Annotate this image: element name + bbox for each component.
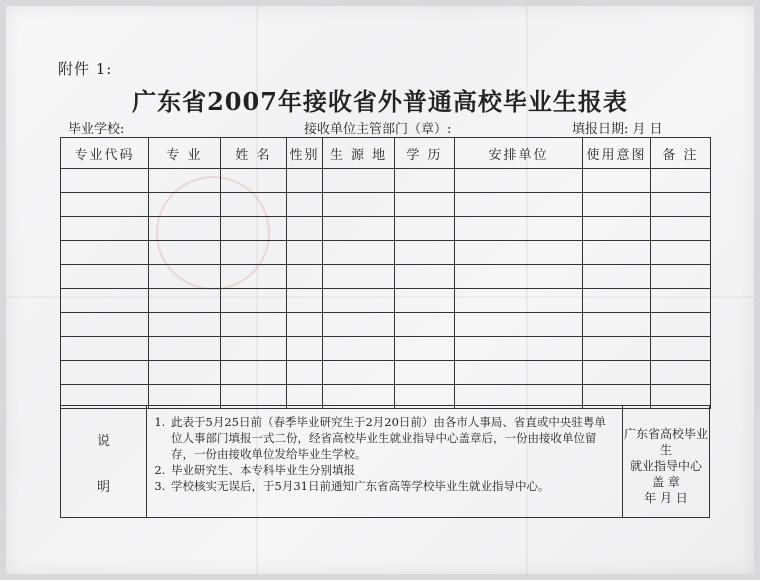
authority-line: 广东省高校毕业生: [623, 427, 708, 457]
table-cell[interactable]: [61, 337, 149, 361]
table-cell[interactable]: [583, 217, 651, 241]
table-cell[interactable]: [395, 169, 455, 193]
table-cell[interactable]: [583, 313, 651, 337]
table-row: [61, 217, 711, 241]
table-cell[interactable]: [651, 289, 711, 313]
table-cell[interactable]: [651, 241, 711, 265]
table-cell[interactable]: [455, 241, 583, 265]
table-cell[interactable]: [287, 265, 323, 289]
table-cell[interactable]: [149, 361, 221, 385]
table-cell[interactable]: [149, 337, 221, 361]
table-cell[interactable]: [221, 361, 287, 385]
table-cell[interactable]: [455, 169, 583, 193]
table-cell[interactable]: [651, 361, 711, 385]
table-cell[interactable]: [287, 193, 323, 217]
header-placement-unit: 安排单位: [455, 138, 583, 169]
table-header-row: [61, 138, 711, 169]
date-label: 填报日期: 月 日: [572, 122, 663, 137]
table-cell[interactable]: [455, 217, 583, 241]
table-cell[interactable]: [583, 193, 651, 217]
table-cell[interactable]: [323, 313, 395, 337]
table-cell[interactable]: [455, 265, 583, 289]
table-cell[interactable]: [651, 169, 711, 193]
table-cell[interactable]: [651, 313, 711, 337]
notes-content: [147, 406, 623, 517]
table-cell[interactable]: [221, 265, 287, 289]
table-cell[interactable]: [395, 193, 455, 217]
table-cell[interactable]: [221, 193, 287, 217]
table-cell[interactable]: [149, 241, 221, 265]
table-row: [61, 313, 711, 337]
table-cell[interactable]: [455, 337, 583, 361]
table-cell[interactable]: [323, 217, 395, 241]
table-cell[interactable]: [221, 313, 287, 337]
table-cell[interactable]: [287, 313, 323, 337]
table-cell[interactable]: [323, 337, 395, 361]
header-remarks: 备 注: [651, 138, 711, 169]
dept-label: 接收单位主管部门（章）:: [304, 122, 452, 137]
table-cell[interactable]: [61, 241, 149, 265]
table-cell[interactable]: [61, 313, 149, 337]
table-cell[interactable]: [149, 265, 221, 289]
table-cell[interactable]: [395, 241, 455, 265]
table-cell[interactable]: [455, 361, 583, 385]
table-cell[interactable]: [583, 241, 651, 265]
notes-authority: [623, 406, 709, 517]
table-cell[interactable]: [61, 265, 149, 289]
header-name: 姓 名: [221, 138, 287, 169]
table-cell[interactable]: [221, 337, 287, 361]
school-label: 毕业学校:: [68, 122, 125, 137]
table-row: [61, 193, 711, 217]
table-cell[interactable]: [287, 361, 323, 385]
notes-label-column: [61, 406, 147, 517]
table-cell[interactable]: [323, 265, 395, 289]
table-cell[interactable]: [287, 337, 323, 361]
table-cell[interactable]: [455, 193, 583, 217]
table-cell[interactable]: [287, 217, 323, 241]
table-cell[interactable]: [61, 169, 149, 193]
table-row: [61, 361, 711, 385]
table-cell[interactable]: [61, 289, 149, 313]
header-major-code: 专业代码: [61, 138, 149, 169]
table-cell[interactable]: [149, 193, 221, 217]
header-major: 专 业: [149, 138, 221, 169]
table-cell[interactable]: [287, 241, 323, 265]
table-cell[interactable]: [323, 361, 395, 385]
header-gender: 性别: [287, 138, 323, 169]
authority-line: 就业指导中心: [629, 459, 702, 473]
note-item: 2. 毕业研究生、本专科毕业生分别填报: [169, 462, 616, 478]
table-cell[interactable]: [455, 313, 583, 337]
table-cell[interactable]: [221, 169, 287, 193]
table-cell[interactable]: [287, 169, 323, 193]
table-cell[interactable]: [149, 313, 221, 337]
notes-label-top: 说: [97, 434, 111, 449]
header-education: 学 历: [395, 138, 455, 169]
table-cell[interactable]: [221, 289, 287, 313]
note-item: 3. 学校核实无误后，于5月31日前通知广东省高等学校毕业生就业指导中心。: [169, 478, 616, 494]
table-cell[interactable]: [61, 193, 149, 217]
table-row: [61, 265, 711, 289]
table-cell[interactable]: [583, 361, 651, 385]
table-cell[interactable]: [323, 241, 395, 265]
table-cell[interactable]: [651, 265, 711, 289]
table-row: [61, 241, 711, 265]
table-row: [61, 289, 711, 313]
table-row: [61, 337, 711, 361]
authority-date: 年 月 日: [644, 491, 688, 505]
table-cell[interactable]: [583, 169, 651, 193]
table-cell[interactable]: [287, 289, 323, 313]
authority-line: 盖 章: [652, 475, 680, 489]
table-cell[interactable]: [651, 193, 711, 217]
table-cell[interactable]: [651, 337, 711, 361]
header-origin: 生 源 地: [323, 138, 395, 169]
table-row: [61, 169, 711, 193]
table-cell[interactable]: [651, 217, 711, 241]
table-cell[interactable]: [61, 217, 149, 241]
table-cell[interactable]: [323, 169, 395, 193]
table-cell[interactable]: [455, 289, 583, 313]
header-usage-intent: 使用意图: [583, 138, 651, 169]
table-cell[interactable]: [323, 289, 395, 313]
report-table: [60, 137, 711, 409]
notes-section: [60, 405, 710, 518]
table-cell[interactable]: [583, 289, 651, 313]
table-cell[interactable]: [395, 313, 455, 337]
notes-label-bottom: 明: [97, 480, 111, 495]
note-item: 1. 此表于5月25日前（春季毕业研究生于2月20日前）由各市人事局、省直或中央驻粤单位人事部门填报一式二份，经省高校毕业生就业指导中心盖章后，一份由接收单位留存，一份由接收单位发给毕业生学校。: [169, 414, 616, 462]
table-cell[interactable]: [221, 241, 287, 265]
table-cell[interactable]: [61, 361, 149, 385]
page-title: 广东省2007年接收省外普通高校毕业生报表: [132, 87, 628, 116]
table-cell[interactable]: [395, 361, 455, 385]
table-cell[interactable]: [149, 217, 221, 241]
table-cell[interactable]: [583, 265, 651, 289]
table-cell[interactable]: [395, 217, 455, 241]
table-cell[interactable]: [395, 289, 455, 313]
table-cell[interactable]: [395, 337, 455, 361]
table-cell[interactable]: [323, 193, 395, 217]
table-cell[interactable]: [583, 337, 651, 361]
table-cell[interactable]: [221, 217, 287, 241]
table-cell[interactable]: [149, 289, 221, 313]
attachment-label: 附件 1:: [58, 60, 113, 78]
table-cell[interactable]: [395, 265, 455, 289]
table-cell[interactable]: [149, 169, 221, 193]
